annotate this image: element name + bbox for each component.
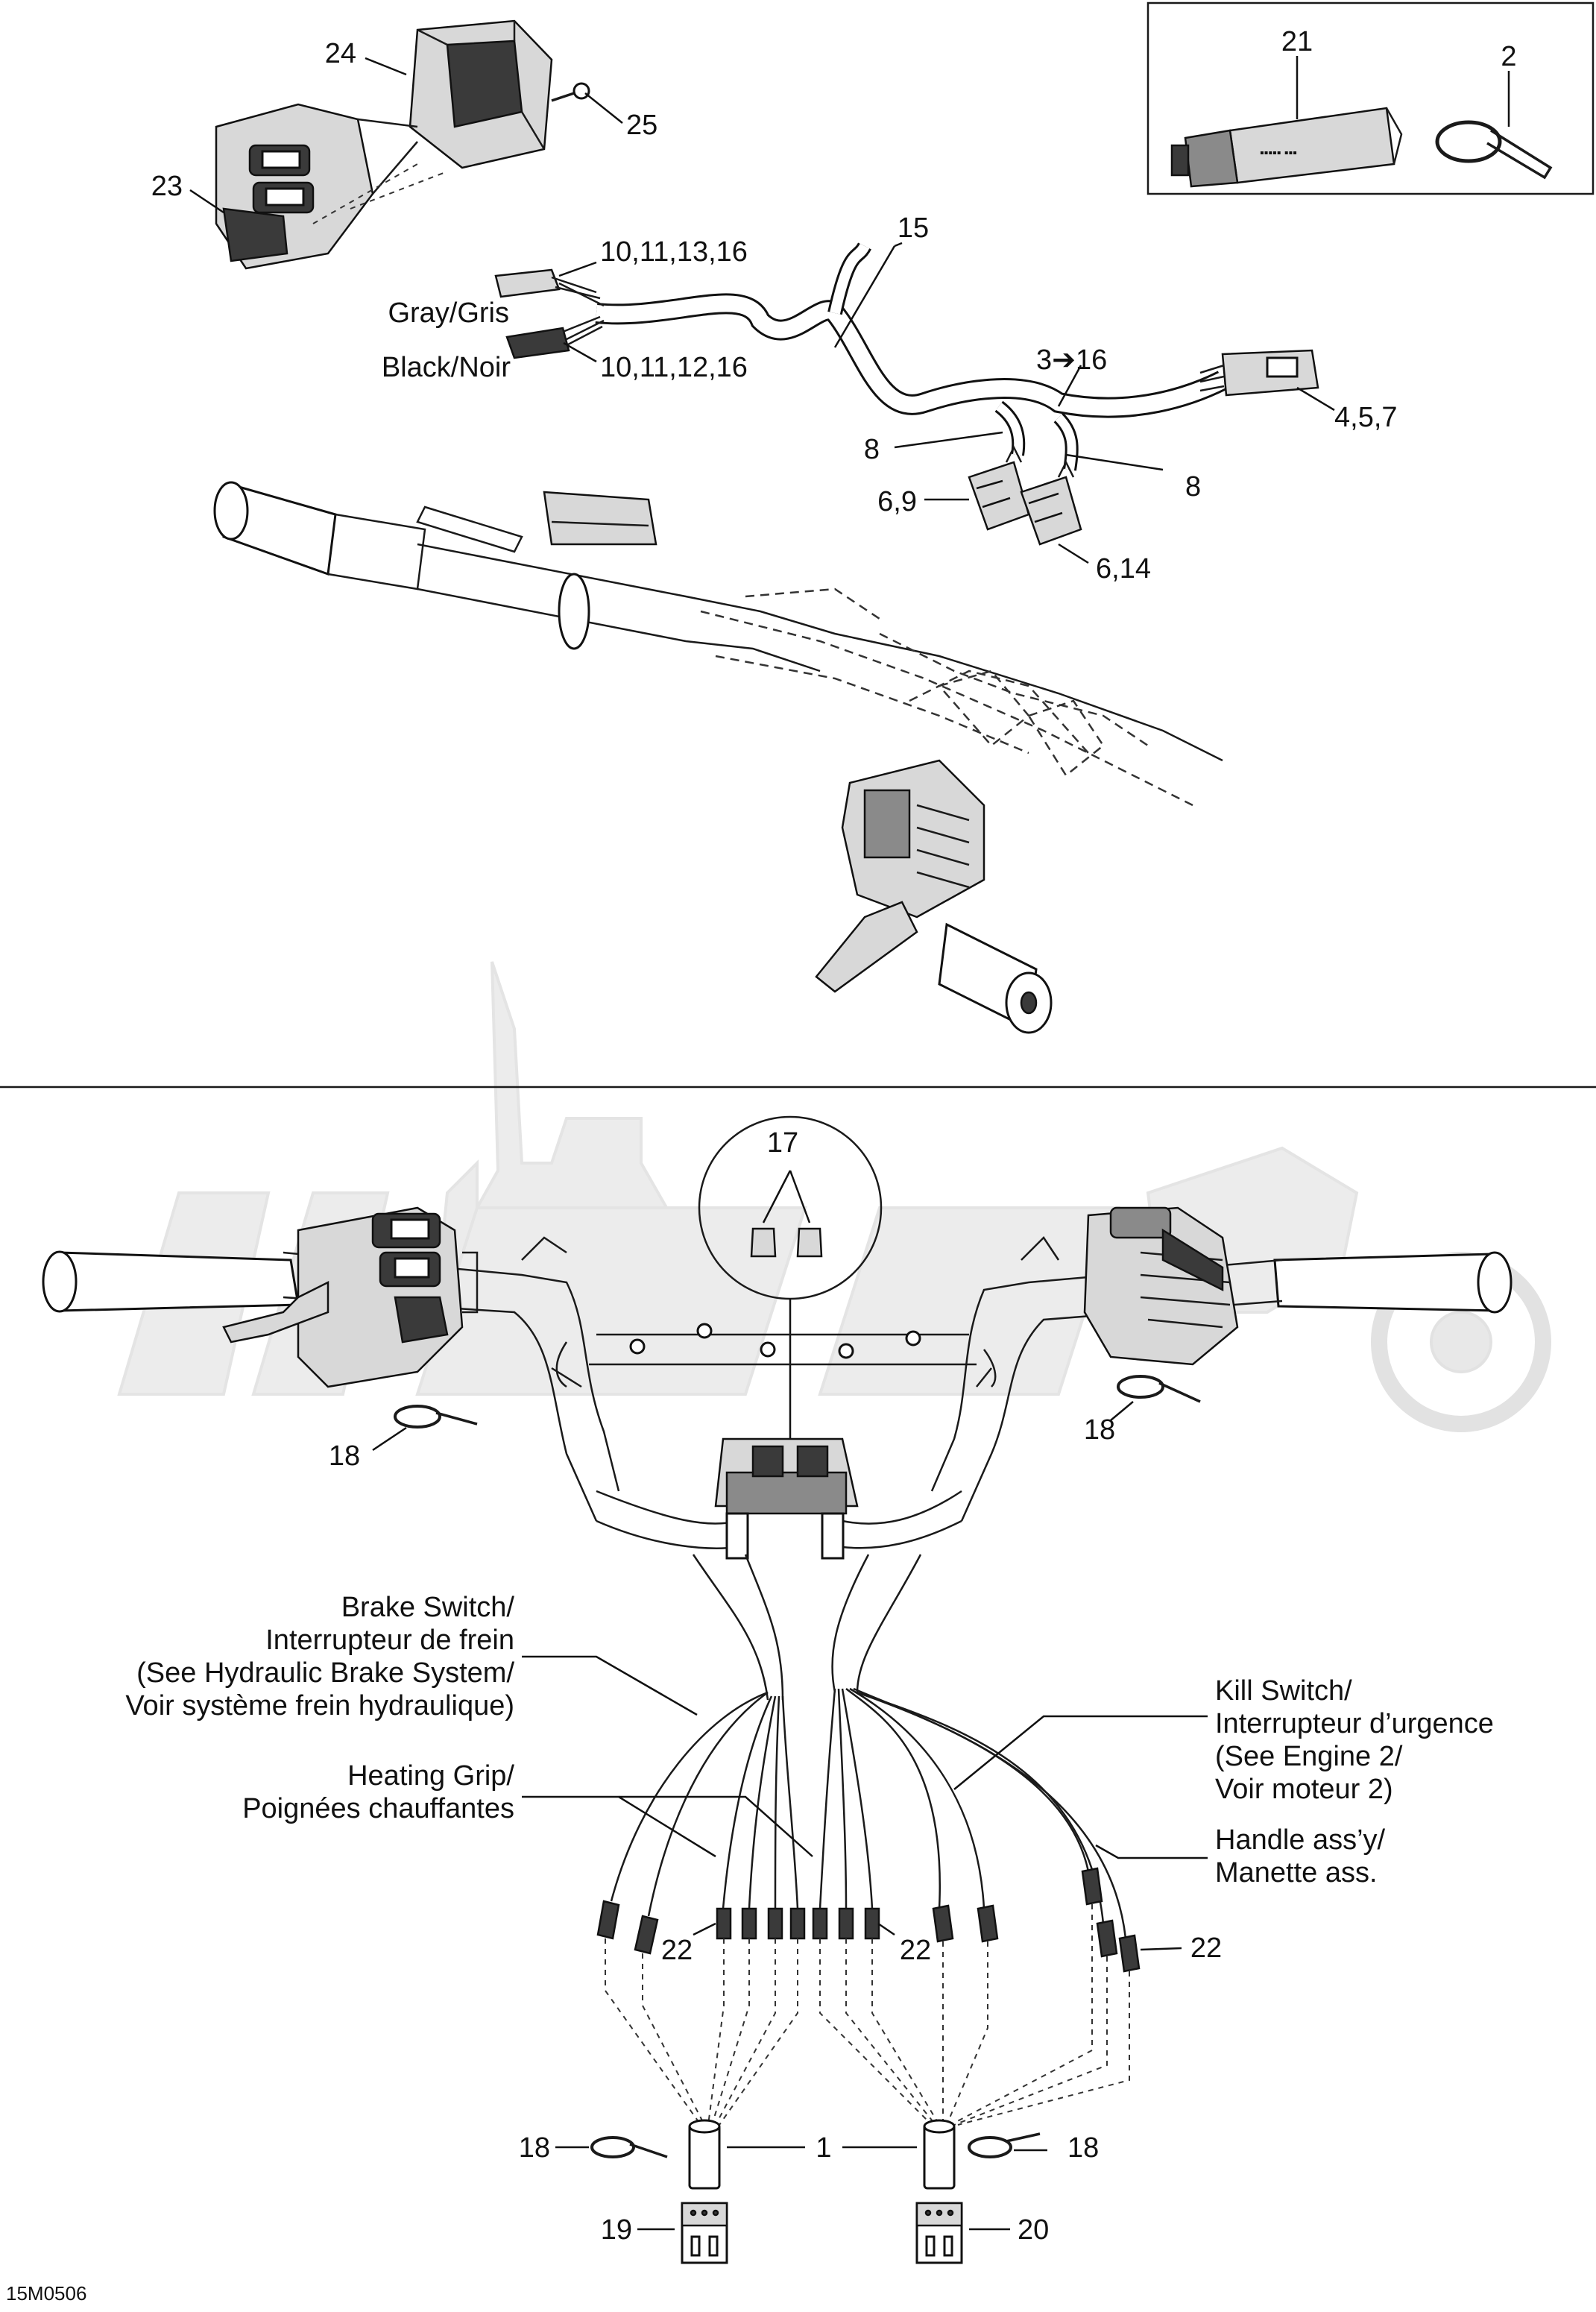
- lubricant-tube: [1172, 108, 1401, 186]
- callout-22-mid: 22: [899, 1935, 932, 1966]
- callout-6-14: 6,14: [1096, 553, 1151, 585]
- handle-line-1: Handle ass’y/: [1215, 1824, 1386, 1856]
- figure-code: 15M0506: [6, 2282, 87, 2305]
- kill-line-4: Voir moteur 2): [1215, 1774, 1393, 1805]
- handle-line-2: Manette ass.: [1215, 1857, 1378, 1889]
- callout-8-left: 8: [863, 434, 880, 465]
- wire-gray-label: Gray/Gris: [388, 297, 509, 329]
- wire-bundles: [598, 1555, 1139, 1971]
- kill-line-1: Kill Switch/: [1215, 1675, 1352, 1707]
- heating-line-1: Heating Grip/: [347, 1760, 514, 1792]
- callout-6-9: 6,9: [877, 486, 917, 517]
- note-brake-switch: [125, 1592, 697, 1722]
- note-handle-assy: [1096, 1824, 1386, 1889]
- callout-2: 2: [1501, 41, 1517, 72]
- callout-15: 15: [897, 212, 930, 244]
- sleeve-left: [690, 2120, 719, 2188]
- callout-8-right: 8: [1185, 471, 1202, 503]
- tie-wrap-upper-left: [395, 1406, 477, 1427]
- wire-black-label: Black/Noir: [381, 352, 511, 383]
- callout-21: 21: [1281, 26, 1313, 57]
- brake-line-1: Brake Switch/: [341, 1592, 514, 1623]
- kill-line-3: (See Engine 2/: [1215, 1741, 1403, 1772]
- callout-17: 17: [766, 1127, 799, 1159]
- inset-box: [1148, 3, 1593, 194]
- callout-18-lower-left: 18: [518, 2132, 550, 2164]
- callout-22-left: 22: [660, 1935, 693, 1966]
- tie-wrap-lower-left: [592, 2138, 667, 2157]
- callout-18-upper-left: 18: [328, 1440, 361, 1472]
- callout-18-lower-right: 18: [1067, 2132, 1100, 2164]
- callout-3-16: 3➔16: [1036, 344, 1108, 376]
- tie-wrap-lower-right: [969, 2134, 1040, 2157]
- connector-20: [917, 2203, 962, 2263]
- tie-wrap: [1437, 122, 1551, 177]
- callout-10-11-12-16: 10,11,12,16: [600, 352, 748, 383]
- callout-19: 19: [600, 2214, 632, 2246]
- sleeve-right: [924, 2120, 954, 2188]
- callout-18-upper-right: 18: [1083, 1414, 1116, 1446]
- callout-24: 24: [324, 38, 356, 69]
- tie-wrap-upper-right: [1118, 1376, 1200, 1402]
- svg-text:▪▪▪▪▪ ▪▪▪: ▪▪▪▪▪ ▪▪▪: [1260, 147, 1297, 160]
- callout-10-11-13-16: 10,11,13,16: [600, 236, 748, 268]
- brake-line-2: Interrupteur de frein: [265, 1625, 514, 1656]
- connector-19: [682, 2203, 727, 2263]
- callout-1: 1: [816, 2132, 832, 2164]
- callout-23: 23: [151, 171, 183, 202]
- callout-4-5-7: 4,5,7: [1334, 402, 1398, 433]
- handlebar-perspective: [215, 482, 1223, 1033]
- switch-housing-exploded: [216, 21, 589, 268]
- callout-22-right: 22: [1190, 1933, 1223, 1964]
- brake-line-4: Voir système frein hydraulique): [125, 1690, 514, 1722]
- heating-line-2: Poignées chauffantes: [242, 1793, 514, 1824]
- callout-25: 25: [626, 110, 658, 141]
- note-heating-grip: [242, 1760, 813, 1856]
- brake-line-3: (See Hydraulic Brake System/: [136, 1657, 514, 1689]
- kill-line-2: Interrupteur d’urgence: [1215, 1708, 1494, 1739]
- callout-20: 20: [1018, 2214, 1050, 2246]
